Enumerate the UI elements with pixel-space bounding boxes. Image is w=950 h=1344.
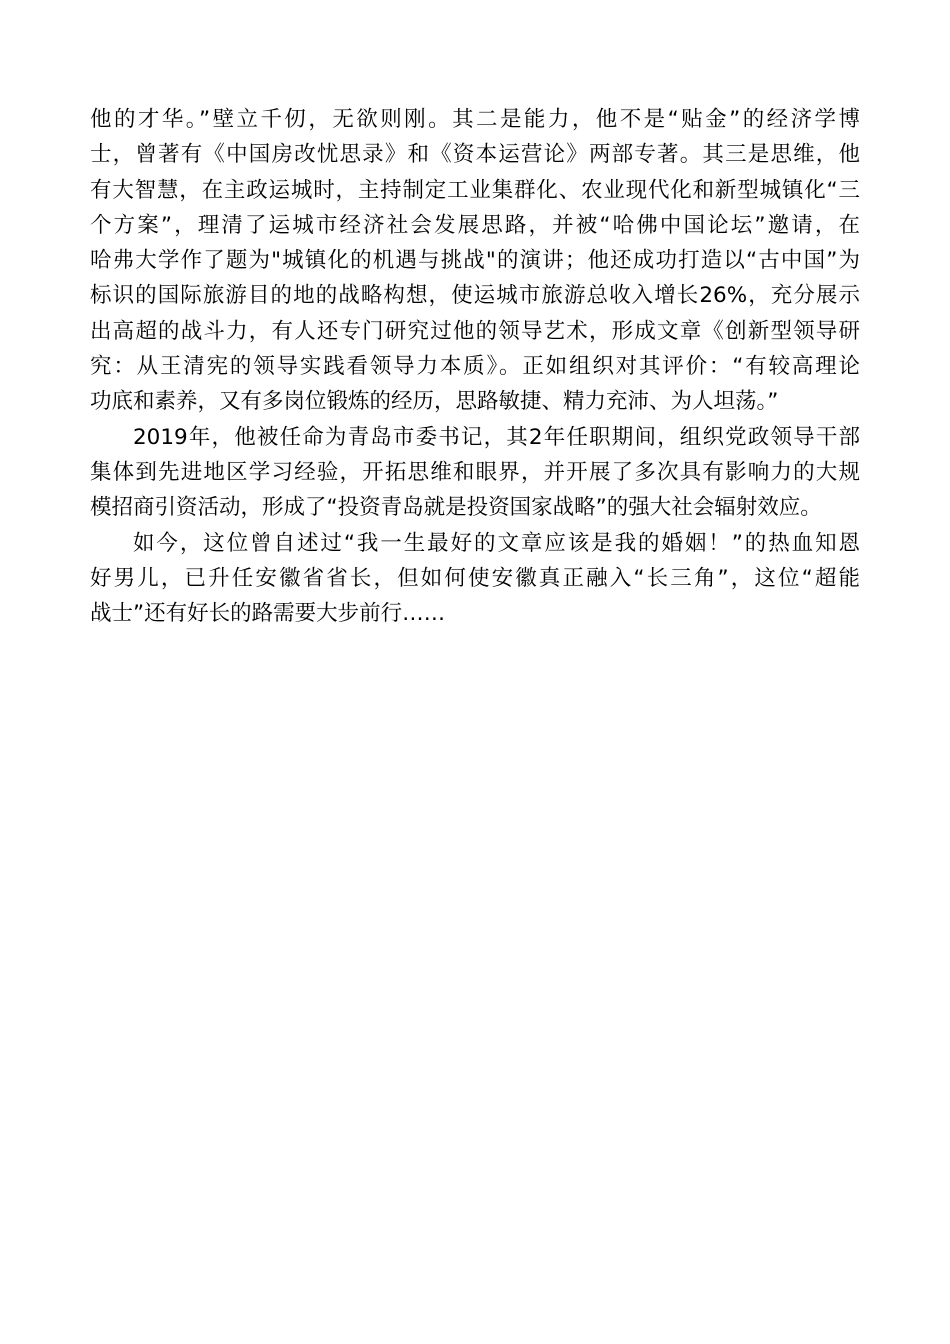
text-line: 出高超的战斗力，有人还专门研究过他的领导艺术，形成文章《创新型领导研 <box>90 318 860 344</box>
document-body <box>90 102 860 631</box>
text-line: 究：从王清宪的领导实践看领导力本质》。正如组织对其评价：“有较高理论 <box>90 354 860 380</box>
text-line: 他的才华。”壁立千仞，无欲则刚。其二是能力，他不是“贴金”的经济学博 <box>90 107 860 132</box>
text-line: 2019年，他被任命为青岛市委书记，其2年任职期间，组织党政领导干部 <box>133 424 860 450</box>
text-line: 哈弗大学作了题为"城镇化的机遇与挑战"的演讲；他还成功打造以“古中国”为 <box>90 248 860 274</box>
text-line: 集体到先进地区学习经验，开拓思维和眼界，并开展了多次具有影响力的大规 <box>90 459 860 485</box>
text-line: 标识的国际旅游目的地的战略构想，使运城市旅游总收入增长26%，充分展示 <box>90 283 860 309</box>
text-line: 士，曾著有《中国房改忧思录》和《资本运营论》两部专著。其三是思维，他 <box>90 142 860 168</box>
text-line: 功底和素养，又有多岗位锻炼的经历，思路敏捷、精力充沛、为人坦荡。” <box>90 389 779 415</box>
paragraph-3 <box>90 526 860 632</box>
paragraph-2 <box>90 420 860 526</box>
text-line: 模招商引资活动，形成了“投资青岛就是投资国家战略”的强大社会辐射效应。 <box>90 495 822 521</box>
text-line: 个方案”，理清了运城市经济社会发展思路，并被“哈佛中国论坛”邀请，在 <box>90 212 860 238</box>
text-line: 如今，这位曾自述过“我一生最好的文章应该是我的婚姻！”的热血知恩 <box>133 530 860 556</box>
text-line: 有大智慧，在主政运城时，主持制定工业集群化、农业现代化和新型城镇化“三 <box>90 177 860 203</box>
paragraph-1 <box>90 102 860 420</box>
text-line: 战士”还有好长的路需要大步前行…… <box>90 601 446 627</box>
text-line: 好男儿，已升任安徽省省长，但如何使安徽真正融入“长三角”，这位“超能 <box>90 565 860 591</box>
